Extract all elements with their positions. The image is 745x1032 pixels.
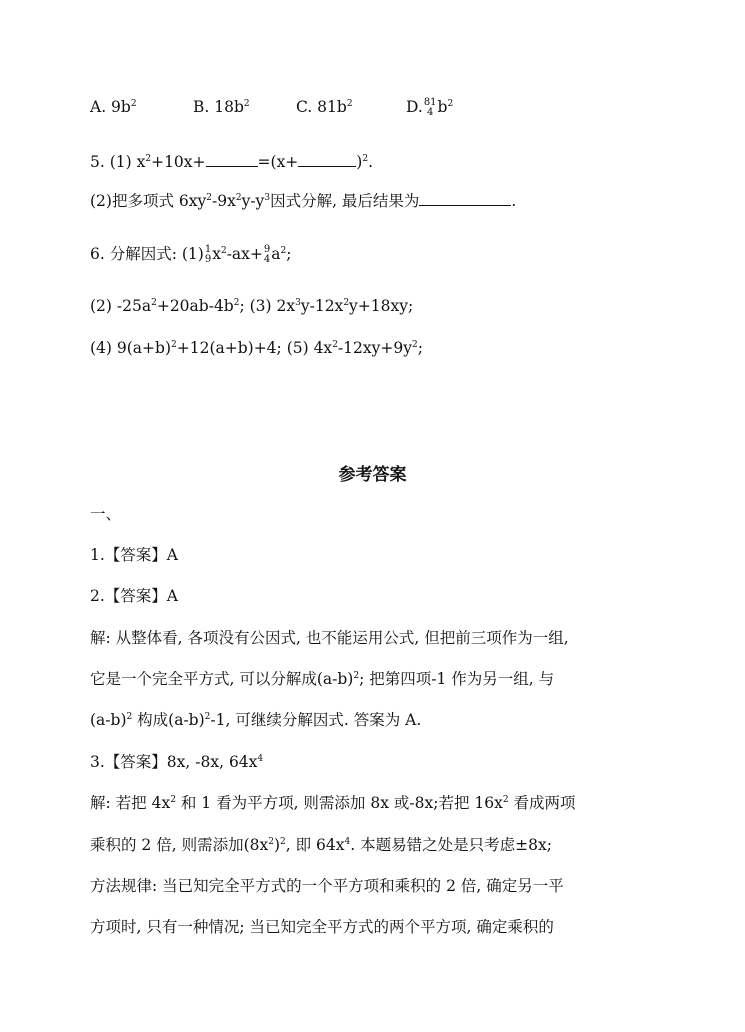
answer-2: 2.【答案】A <box>90 587 178 605</box>
answer-3-explanation-2: 乘积的 2 倍, 则需添加$(8x^2)^2$, 即 $64x^4$. 本题易错之处是只考虑±8x; <box>90 836 552 854</box>
option-a: A. $9b^2$ <box>90 98 137 116</box>
q6-line3: (4) $9(a+b)^2+12(a+b)+4$; (5) $4x^2-12xy+9y^2$; <box>90 339 423 357</box>
answer-3: 3.【答案】8x, -8x, $64x^4$ <box>90 753 264 771</box>
q5-part1: 5. (1) $x^2+10x+ =(x+ )^2$. <box>90 153 374 171</box>
answer-2-explanation-3: $(a-b)^2$ 构成$(a-b)^2-1$, 可继续分解因式. 答案为 A. <box>90 711 422 729</box>
option-d: D. 81 4 $b^2$ <box>406 97 454 118</box>
option-b: B. $18b^2$ <box>193 98 250 116</box>
answer-2-explanation-2: 它是一个完全平方式, 可以分解成$(a-b)^2$; 把第四项-1 作为另一组, 与 <box>90 670 555 688</box>
option-c: C. $81b^2$ <box>296 98 353 116</box>
answer-3-explanation-1: 解: 若把 $4x^2$ 和 1 看为平方项, 则需添加 8x 或-8x;若把 $16x^2$ 看成两项 <box>90 794 576 812</box>
answer-blank <box>419 191 511 206</box>
answer-blank <box>206 152 258 167</box>
q5-part2: (2)把多项式 $6xy^2-9x^2y-y^3$因式分解, 最后结果为 . <box>90 192 517 210</box>
answer-2-explanation-1: 解: 从整体看, 各项没有公因式, 也不能运用公式, 但把前三项作为一组, <box>90 629 569 647</box>
q6-line1: 6. 分解因式: (1) 1 9 $x^2-ax+$ 9 4 $a^2$; <box>90 244 292 265</box>
answers-title: 参考答案 <box>338 465 407 485</box>
answer-3-rule-1: 方法规律: 当已知完全平方式的一个平方项和乘积的 2 倍, 确定另一平 <box>90 877 564 895</box>
q4-options <box>90 96 453 118</box>
q6-line2: (2) $-25a^2+20ab-4b^2$; (3) $2x^3y-12x^2y+18xy$; <box>90 297 414 315</box>
answer-blank <box>298 152 356 167</box>
answer-1: 1.【答案】A <box>90 546 178 564</box>
answer-3-rule-2: 方项时, 只有一种情况; 当已知完全平方式的两个平方项, 确定乘积的 <box>90 918 554 936</box>
section-heading: 一、 <box>90 505 122 523</box>
